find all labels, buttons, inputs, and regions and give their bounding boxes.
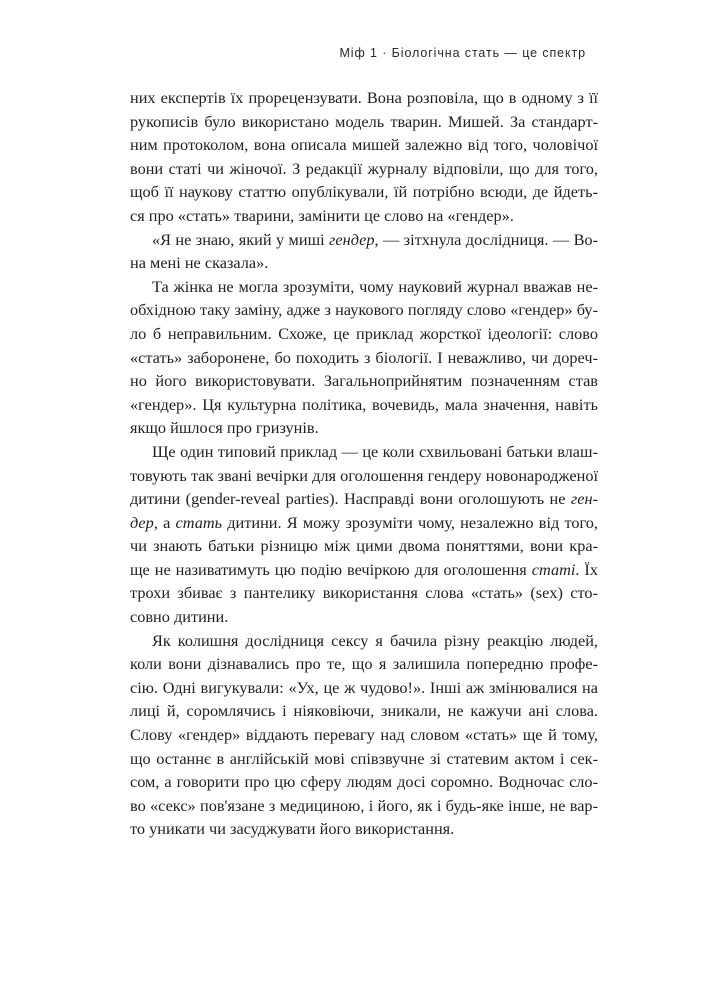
text-run: ним протоколом, вона описала мишей залежно від того, чоловічої [130,135,598,155]
text-line [130,110,598,134]
text-line [130,605,598,629]
text-line [130,275,598,299]
italic-text: гендер [329,229,375,249]
text-run: сом, а говорити про цю сферу людям досі соромно. Водночас сло- [130,772,598,792]
text-line [130,487,598,511]
text-line [130,817,598,841]
text-run: Як колишня дослідниця сексу я бачила різну реакцію людей, [152,630,598,650]
text-line [130,464,598,488]
text-line [130,558,598,582]
text-run: Слову «гендер» віддають перевагу над словом «стать» ще й тому, [130,725,598,745]
italic-text: статі [531,559,576,579]
text-run: щоб її наукову статтю опублікували, їй потрібно всюди, де йдеть- [130,182,598,202]
paragraph [130,86,598,228]
text-run: . Їх [575,559,598,579]
text-line [130,794,598,818]
text-run: них експертів їх прорецензувати. Вона розповіла, що в одному з її [130,88,598,107]
text-run: но його використовувати. Загальноприйнятим позначенням став [130,371,598,391]
italic-text: стать [175,512,223,532]
text-line [130,346,598,370]
text-run: обхідною таку заміну, адже з наукового погляду слово «гендер» бу- [130,300,598,320]
text-run: дитини. Я можу зрозуміти чому, незалежно від того, [222,512,598,532]
paragraph [130,440,598,629]
text-run: «стать» заборонене, бо походить з біології. І неважливо, чи дореч- [130,347,598,367]
text-run: що останнє в англійській мові співзвучне зі статевим актом і сек- [130,748,598,768]
text-line [130,676,598,700]
paragraph [130,228,598,275]
text-line [130,180,598,204]
text-run: чи знають батьки різницю між цими двома поняттями, вони кра- [130,536,598,556]
text-run: , — зітхнула дослідниця. — Во- [374,229,598,249]
text-run: товують так звані вечірки для оголошення гендеру новонародженої [130,465,598,485]
text-line [130,440,598,464]
text-line [130,723,598,747]
text-line [130,629,598,653]
text-line [130,133,598,157]
text-line [130,228,598,252]
text-line [130,204,598,228]
text-line [130,298,598,322]
text-run: «Я не знаю, який у миші [152,229,330,249]
italic-text: ген- [570,489,598,509]
text-run: вони статі чи жіночої. З редакції журналу відповіли, що для того, [130,158,598,178]
text-run: во «секс» пов'язане з медициною, і його, як і будь-яке інше, не вар- [130,795,598,815]
text-run: якщо йшлося про гризунів. [130,418,319,438]
text-line [130,393,598,417]
text-line [130,511,598,535]
text-run: ще не називатимуть цю подію вечіркою для оголошення [130,559,532,579]
text-line [130,322,598,346]
text-run: ся про «стать» тварини, замінити це слово на «гендер». [130,205,514,225]
text-line [130,86,598,110]
text-run: рукописів було використано модель тварин. Мишей. За стандарт- [130,111,598,131]
paragraph [130,275,598,440]
text-line [130,251,598,275]
text-line [130,369,598,393]
text-line [130,699,598,723]
running-header: Міф 1 · Біологічна стать — це спектр [339,46,586,60]
text-line [130,652,598,676]
page-body-text [130,86,598,841]
text-run: ло б неправильним. Схоже, це приклад жорсткої ідеології: слово [130,323,598,343]
text-line [130,770,598,794]
text-run: , а [153,512,176,532]
text-run: Ще один типовий приклад — це коли схвильовані батьки влаш- [152,441,598,461]
text-line [130,534,598,558]
text-run: совно дитини. [130,607,229,627]
text-line [130,157,598,181]
text-line [130,416,598,440]
text-run: коли вони дізнавались про те, що я залишила попередню профе- [130,654,598,674]
text-line [130,747,598,771]
paragraph [130,629,598,841]
text-run: сію. Одні вигукували: «Ух, це ж чудово!». Інші аж змінювалися на [130,677,598,697]
text-run: Та жінка не могла зрозуміти, чому науковий журнал вважав не- [152,276,598,296]
text-run: дитини (gender-reveal parties). Насправді вони оголошують не [130,489,571,509]
text-run: то уникати чи засуджувати його використання. [130,819,455,839]
text-run: «гендер». Ця культурна політика, вочевидь, мала значення, навіть [130,394,598,414]
text-run: на мені не сказала». [130,253,269,273]
text-line [130,581,598,605]
italic-text: дер [130,512,154,532]
text-run: трохи збиває з пантелику використання слова «стать» (sex) сто- [130,583,598,603]
text-run: лиці й, соромлячись і ніяковіючи, зникали, не кажучи ані слова. [130,701,598,721]
